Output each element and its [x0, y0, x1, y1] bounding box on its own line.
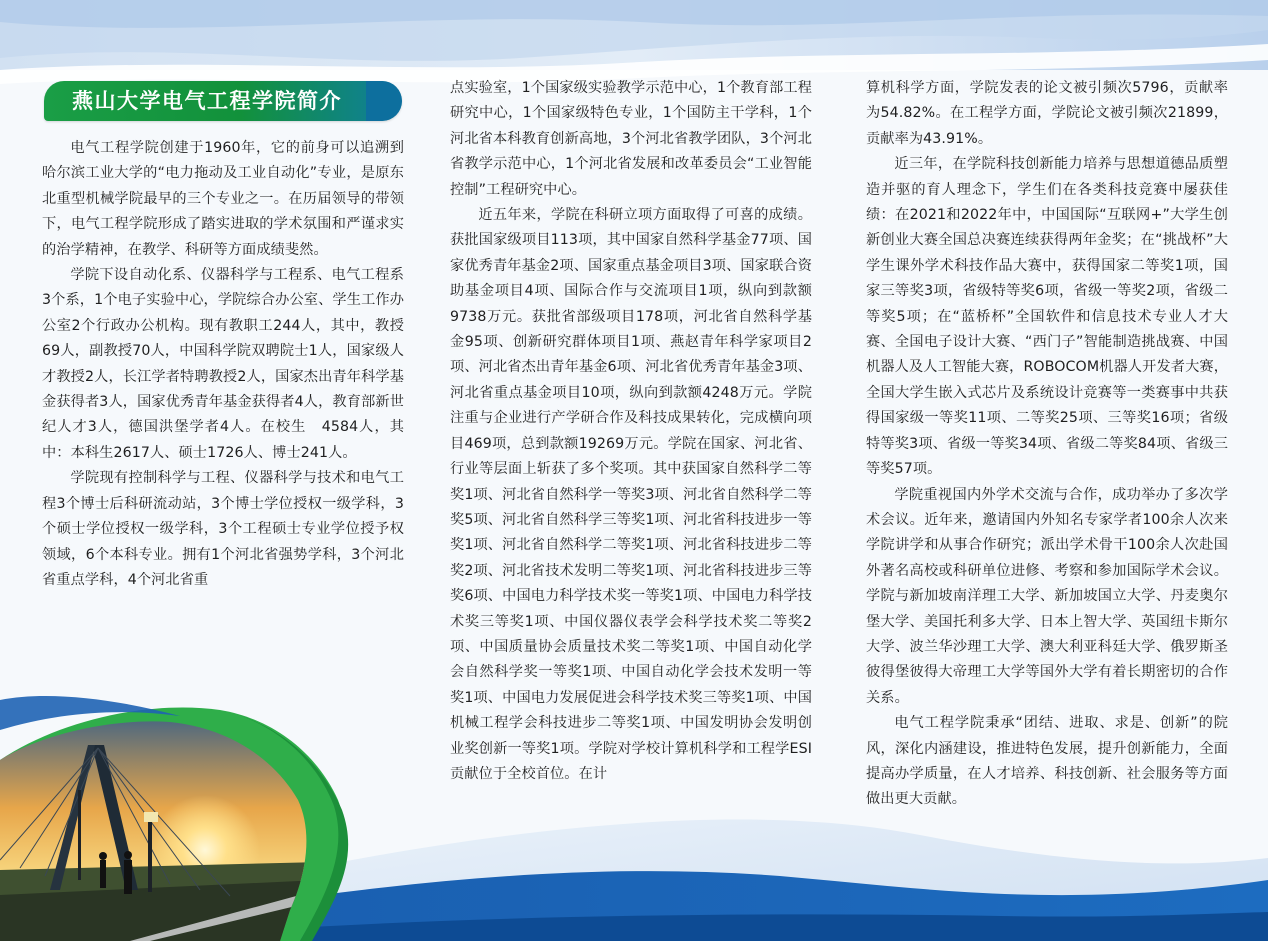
paragraph: 算机科学方面，学院发表的论文被引频次5796，贡献率为54.82%。在工程学方面，学院论文被引频次21899，贡献率为43.91%。 [866, 80, 1228, 147]
title-banner [44, 81, 402, 121]
paragraph: 电气工程学院秉承“团结、进取、求是、创新”的院风，深化内涵建设，推进特色发展，提升创新能力，全面提高办学质量，在人才培养、科技创新、社会服务等方面做出更大贡献。 [866, 715, 1228, 808]
paragraph: 学院下设自动化系、仪器科学与工程系、电气工程系3个系，1个电子实验中心，学院综合办公室、学生工作办公室2个行政办公机构。现有教职工244人，其中，教授69人，副教授70人，中国科学院双聘院士1人，国家级人才教授2人，长江学者特聘教授2人，国家杰出青年科学基金获得者3人，国家优秀青年基金获得者4人，教育部新世纪人才3人，德国洪堡学者4人。在校生 4584人，其中：本科生2617人、硕士1726人、博士241人。 [42, 267, 404, 461]
paragraph: 学院现有控制科学与工程、仪器科学与技术和电气工程3个博士后科研流动站，3个博士学位授权一级学科，3个硕士学位授权一级学科，3个工程硕士专业学位授予权领域，6个本科专业。拥有1个河北省强势学科，3个河北省重点学科，4个河北省重 [42, 470, 404, 588]
paragraph: 近五年来，学院在科研立项方面取得了可喜的成绩。获批国家级项目113项，其中国家自然科学基金77项、国家优秀青年基金2项、国家重点基金项目3项、国家联合资助基金项目4项、国际合作与交流项目1项，纵向到款额9738万元。获批省部级项目178项，河北省自然科学基金95项、创新研究群体项目1项、燕赵青年科学家项目2项、河北省杰出青年基金6项、河北省优秀青年基金3项、河北省重点基金项目10项，纵向到款额4248万元。学院注重与企业进行产学研合作及科技成果转化，完成横向项目469项，总到款额19269万元。学院在国家、河北省、行业等层面上斩获了多个奖项。其中获国家自然科学二等奖1项、河北省自然科学一等奖3项、河北省自然科学二等奖5项、河北省自然科学三等奖1项、河北省科技进步一等奖1项、河北省自然科学二等奖1项、河北省科技进步二等奖2项、河北省技术发明二等奖1项、河北省科技进步三等奖6项、中国电力科学技术奖一等奖1项、中国电力科学技术奖三等奖1项、中国仪器仪表学会科学技术奖二等奖2项、中国质量协会质量技术奖二等奖1项、中国自动化学会自然科学奖一等奖1项、中国自动化学会技术发明一等奖1项、中国电力发展促进会科学技术奖三等奖1项、中国机械工程学会科技进步二等奖1项、中国发明协会发明创业奖创新一等奖1项。学院对学校计算机科学和工程学ESI贡献位于全校首位。在计 [450, 207, 812, 782]
paragraph: 近三年，在学院科技创新能力培养与思想道德品质塑造并驱的育人理念下，学生们在各类科技竞赛中屡获佳绩：在2021和2022年中，中国国际“互联网+”大学生创新创业大赛全国总决赛连续获得两年金奖；在“挑战杯”大学生课外学术科技作品大赛中，获得国家二等奖1项，国家三等奖3项，省级特等奖6项，省级一等奖2项，省级二等奖5项；在“蓝桥杯”全国软件和信息技术专业人才大赛、全国电子设计大赛、“西门子”智能制造挑战赛、中国机器人及人工智能大赛，ROBOCOM机器人开发者大赛，全国大学生嵌入式芯片及系统设计竞赛等一类赛事中共获得国家级一等奖11项、二等奖25项、三等奖16项；省级特等奖3项、省级一等奖34项、省级二等奖84项、省级三等奖57项。 [866, 156, 1228, 478]
text-column-3 [866, 76, 1228, 813]
text-column-2 [450, 76, 812, 787]
paragraph: 点实验室，1个国家级实验教学示范中心，1个教育部工程研究中心，1个国家级特色专业，1个国防主干学科，1个河北省本科教育创新高地，3个河北省教学团队，3个河北省教学示范中心，1个河北省发展和改革委员会“工业智能控制”工程研究中心。 [450, 80, 812, 198]
text-column-1 [42, 136, 404, 593]
page-title: 燕山大学电气工程学院简介 [72, 89, 342, 113]
paragraph: 学院重视国内外学术交流与合作，成功举办了多次学术会议。近年来，邀请国内外知名专家学者100余人次来学院讲学和从事合作研究；派出学术骨干100余人次赴国外著名高校或科研单位进修、考察和参加国际学术会议。学院与新加坡南洋理工大学、新加坡国立大学、丹麦奥尔堡大学、美国托利多大学、日本上智大学、英国纽卡斯尔大学、波兰华沙理工大学、澳大利亚科廷大学、俄罗斯圣彼得堡彼得大帝理工大学等国外大学有着长期密切的合作关系。 [866, 486, 1228, 706]
paragraph: 电气工程学院创建于1960年，它的前身可以追溯到哈尔滨工业大学的“电力拖动及工业自动化”专业，是原东北重型机械学院最早的三个专业之一。在历届领导的带领下，电气工程学院形成了踏实进取的学术氛围和严谨求实的治学精神，在教学、科研等方面成绩斐然。 [42, 140, 404, 258]
